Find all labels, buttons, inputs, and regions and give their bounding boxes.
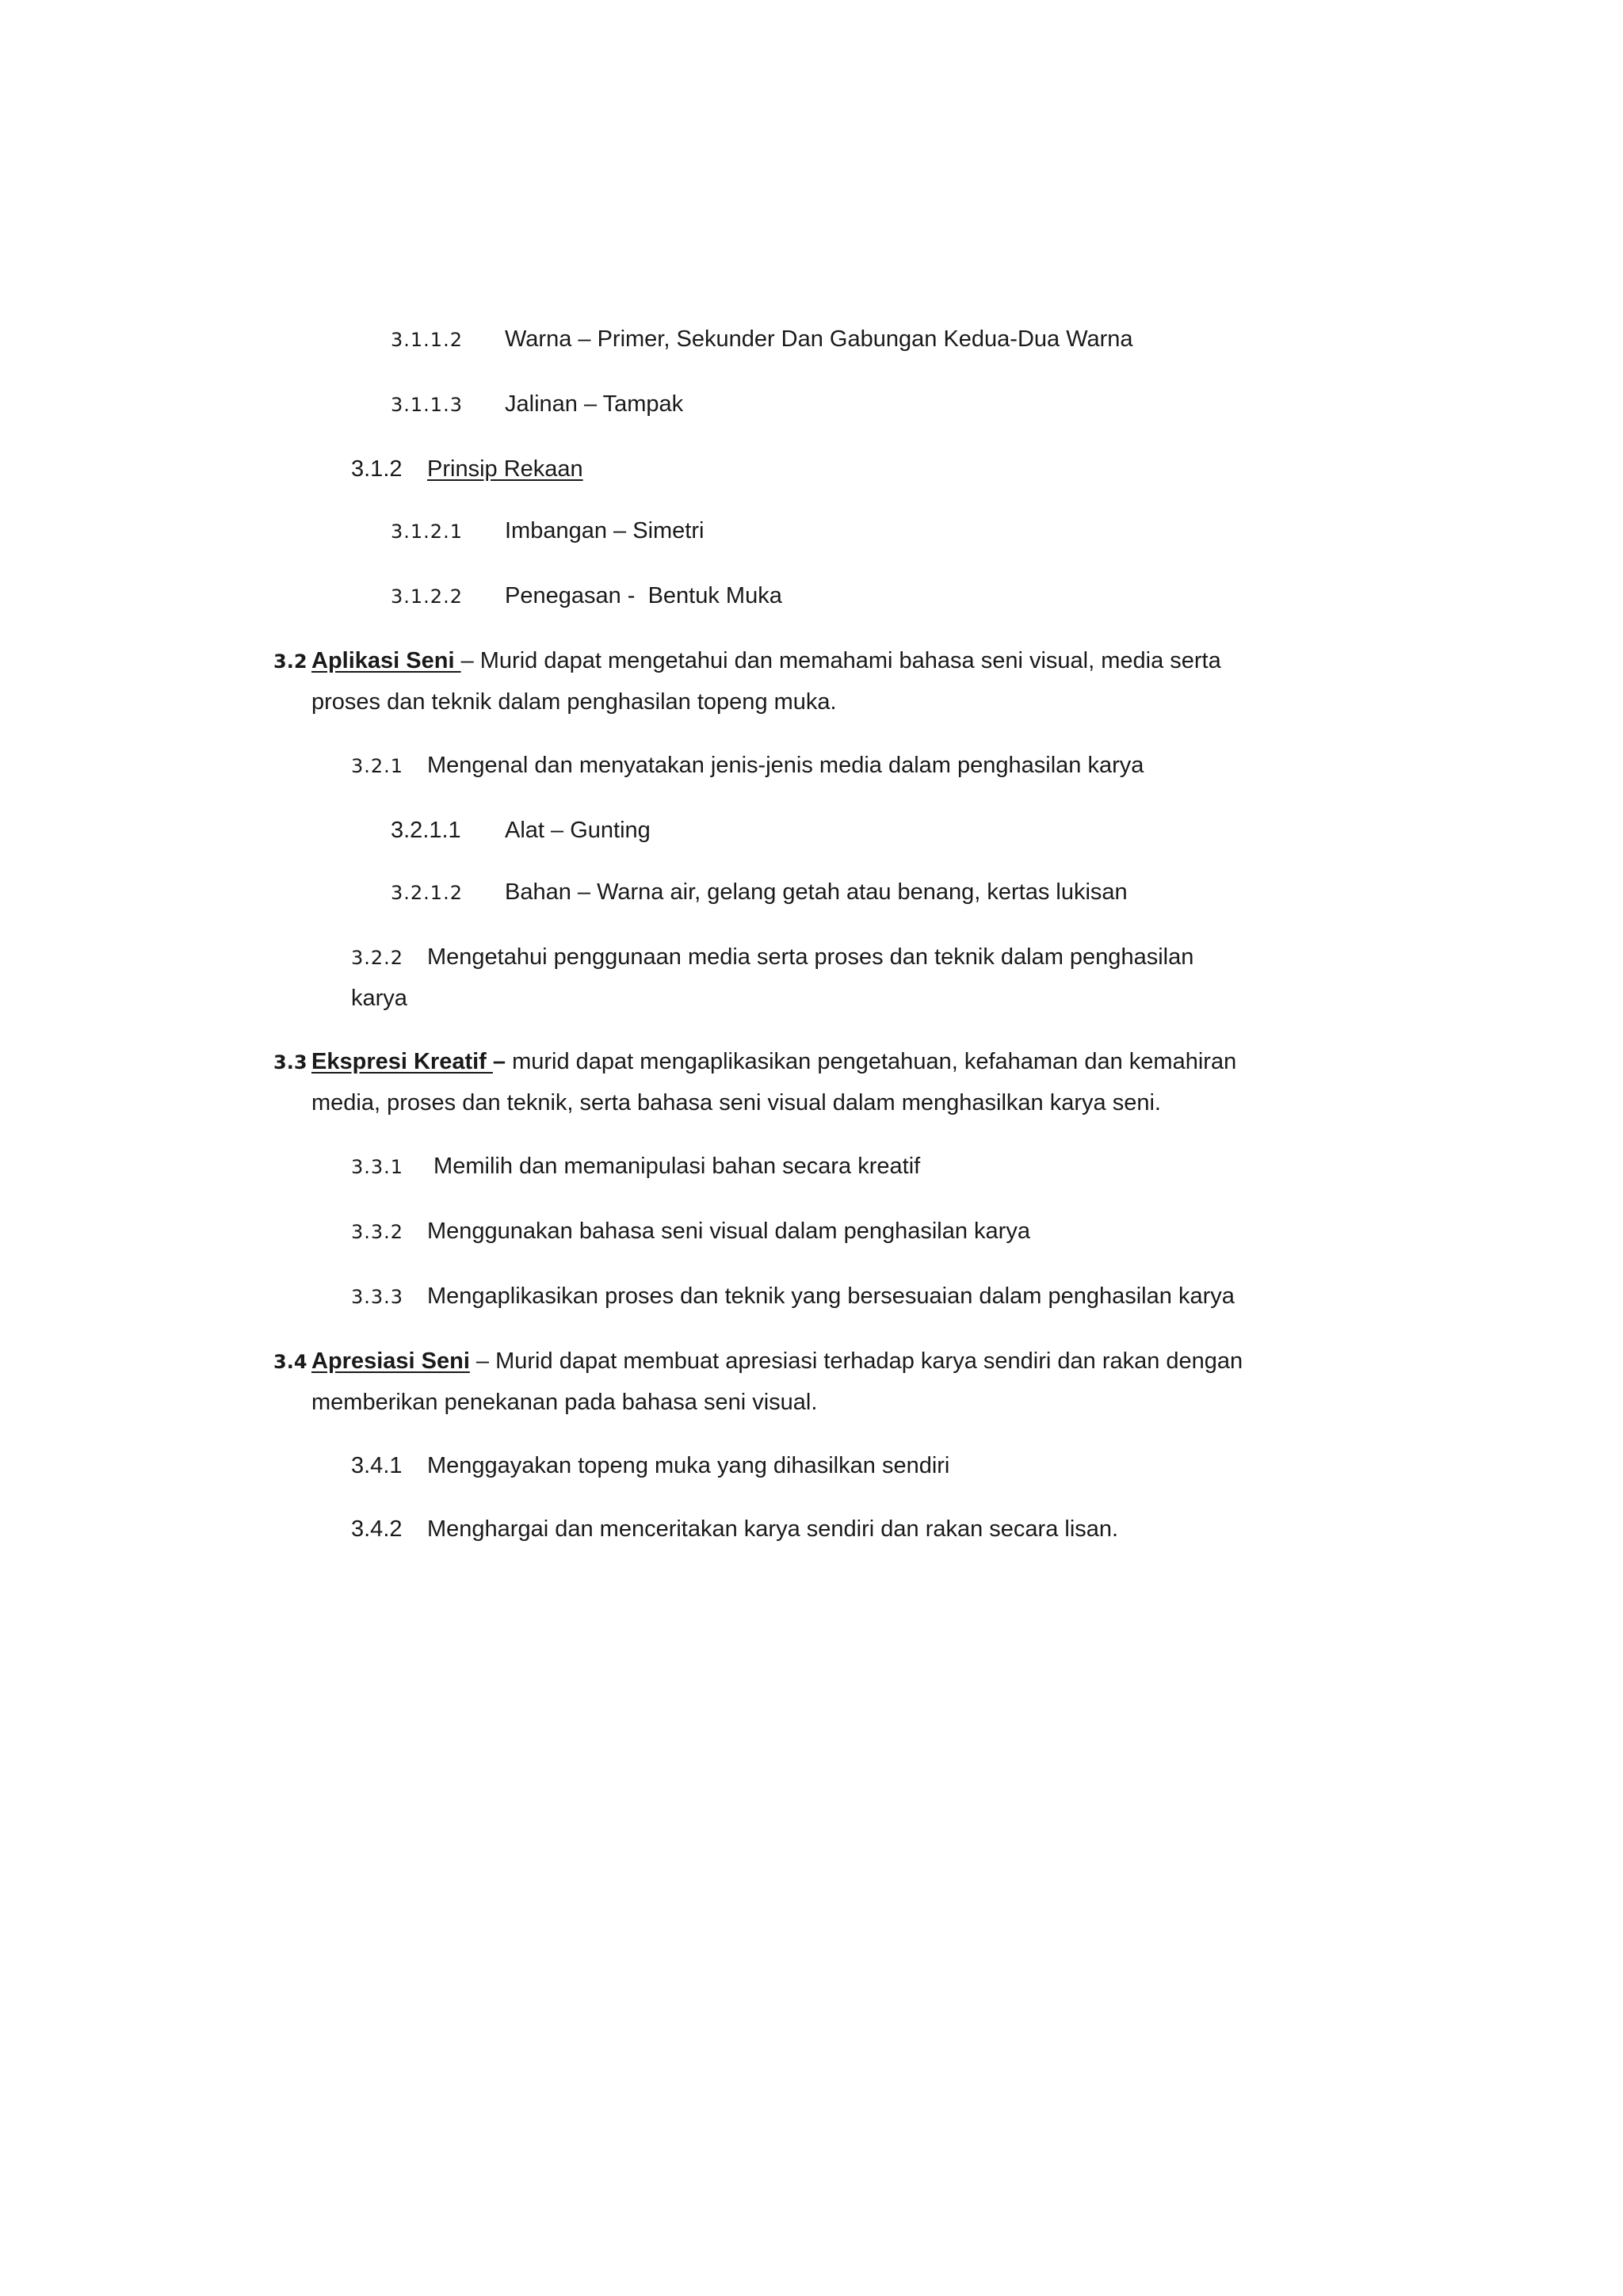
list-item [391, 390, 463, 419]
item-text: Mengetahui penggunaan media serta proses dan teknik dalam penghasilan [427, 944, 1194, 970]
list-item [351, 943, 403, 972]
item-text: Imbangan – Simetri [505, 518, 705, 543]
section-number: 3.2 [273, 650, 307, 673]
section-heading: Apresiasi Seni [311, 1348, 470, 1374]
item-number: 3.2.2 [351, 947, 404, 969]
section-dash: – [492, 1049, 506, 1074]
section-number: 3.4 [273, 1351, 307, 1373]
list-item [351, 455, 403, 483]
item-text: Mengenal dan menyatakan jenis-jenis media dalam penghasilan karya [427, 753, 1144, 778]
item-text: Penegasan - Bentuk Muka [505, 583, 782, 608]
section-heading: Ekspresi Kreatif [311, 1049, 493, 1074]
item-number: 3.2.1 [351, 755, 404, 777]
section-3-4-line2: memberikan penekanan pada bahasa seni visual. [311, 1390, 818, 1415]
section-number: 3.3 [273, 1051, 307, 1074]
item-number: 3.3.2 [351, 1221, 404, 1243]
section-3-2-line2: proses dan teknik dalam penghasilan topeng muka. [311, 689, 837, 715]
item-number: 3.1.1.3 [391, 394, 463, 416]
section-text: – Murid dapat membuat apresiasi terhadap karya sendiri dan rakan dengan [469, 1348, 1243, 1374]
list-item [391, 325, 463, 354]
list-item [351, 1515, 403, 1543]
list-item [391, 816, 461, 845]
item-number: 3.1.2.2 [391, 585, 463, 608]
item-text: Alat – Gunting [505, 818, 651, 843]
list-item [351, 1451, 403, 1480]
item-number: 3.1.1.2 [391, 329, 463, 351]
list-item [391, 517, 463, 546]
item-text: Menggunakan bahasa seni visual dalam penghasilan karya [427, 1219, 1030, 1244]
item-text: Warna – Primer, Sekunder Dan Gabungan Kedua-Dua Warna [505, 326, 1133, 352]
section-3-3-line2: media, proses dan teknik, serta bahasa seni visual dalam menghasilkan karya seni. [311, 1090, 1161, 1116]
section-text: – Murid dapat mengetahui dan memahami bahasa seni visual, media serta [460, 648, 1221, 673]
subheading-prinsip-rekaan: Prinsip Rekaan [427, 456, 583, 482]
item-text: Menghargai dan menceritakan karya sendiri dan rakan secara lisan. [427, 1516, 1119, 1542]
section-3-3-line1 [311, 1047, 1236, 1076]
section-3-4-line1 [311, 1347, 1243, 1375]
section-text: murid dapat mengaplikasikan pengetahuan, kefahaman dan kemahiran [506, 1049, 1237, 1074]
item-text: Memilih dan memanipulasi bahan secara kreatif [427, 1154, 921, 1179]
item-number: 3.4.2 [351, 1516, 403, 1542]
list-item [351, 1152, 403, 1181]
section-3-2 [273, 646, 307, 676]
item-text-continued: karya [351, 986, 407, 1011]
section-3-4 [273, 1347, 307, 1376]
item-number: 3.3.3 [351, 1286, 404, 1308]
item-number: 3.2.1.2 [391, 882, 463, 904]
list-item [351, 1282, 403, 1311]
item-number: 3.2.1.1 [391, 818, 461, 843]
section-heading: Aplikasi Seni [311, 648, 461, 673]
item-number: 3.3.1 [351, 1156, 404, 1178]
item-text: Bahan – Warna air, gelang getah atau benang, kertas lukisan [505, 879, 1128, 905]
item-text: Jalinan – Tampak [505, 391, 684, 417]
item-text: Mengaplikasikan proses dan teknik yang bersesuaian dalam penghasilan karya [427, 1283, 1235, 1309]
section-3-3 [273, 1047, 307, 1077]
item-number: 3.4.1 [351, 1453, 403, 1478]
list-item [351, 751, 403, 780]
section-3-2-line1 [311, 646, 1221, 675]
item-text: Menggayakan topeng muka yang dihasilkan sendiri [427, 1453, 950, 1478]
list-item [391, 582, 463, 611]
item-number: 3.1.2 [351, 456, 403, 482]
item-number: 3.1.2.1 [391, 521, 463, 543]
list-item [351, 1217, 403, 1246]
list-item [391, 878, 463, 907]
